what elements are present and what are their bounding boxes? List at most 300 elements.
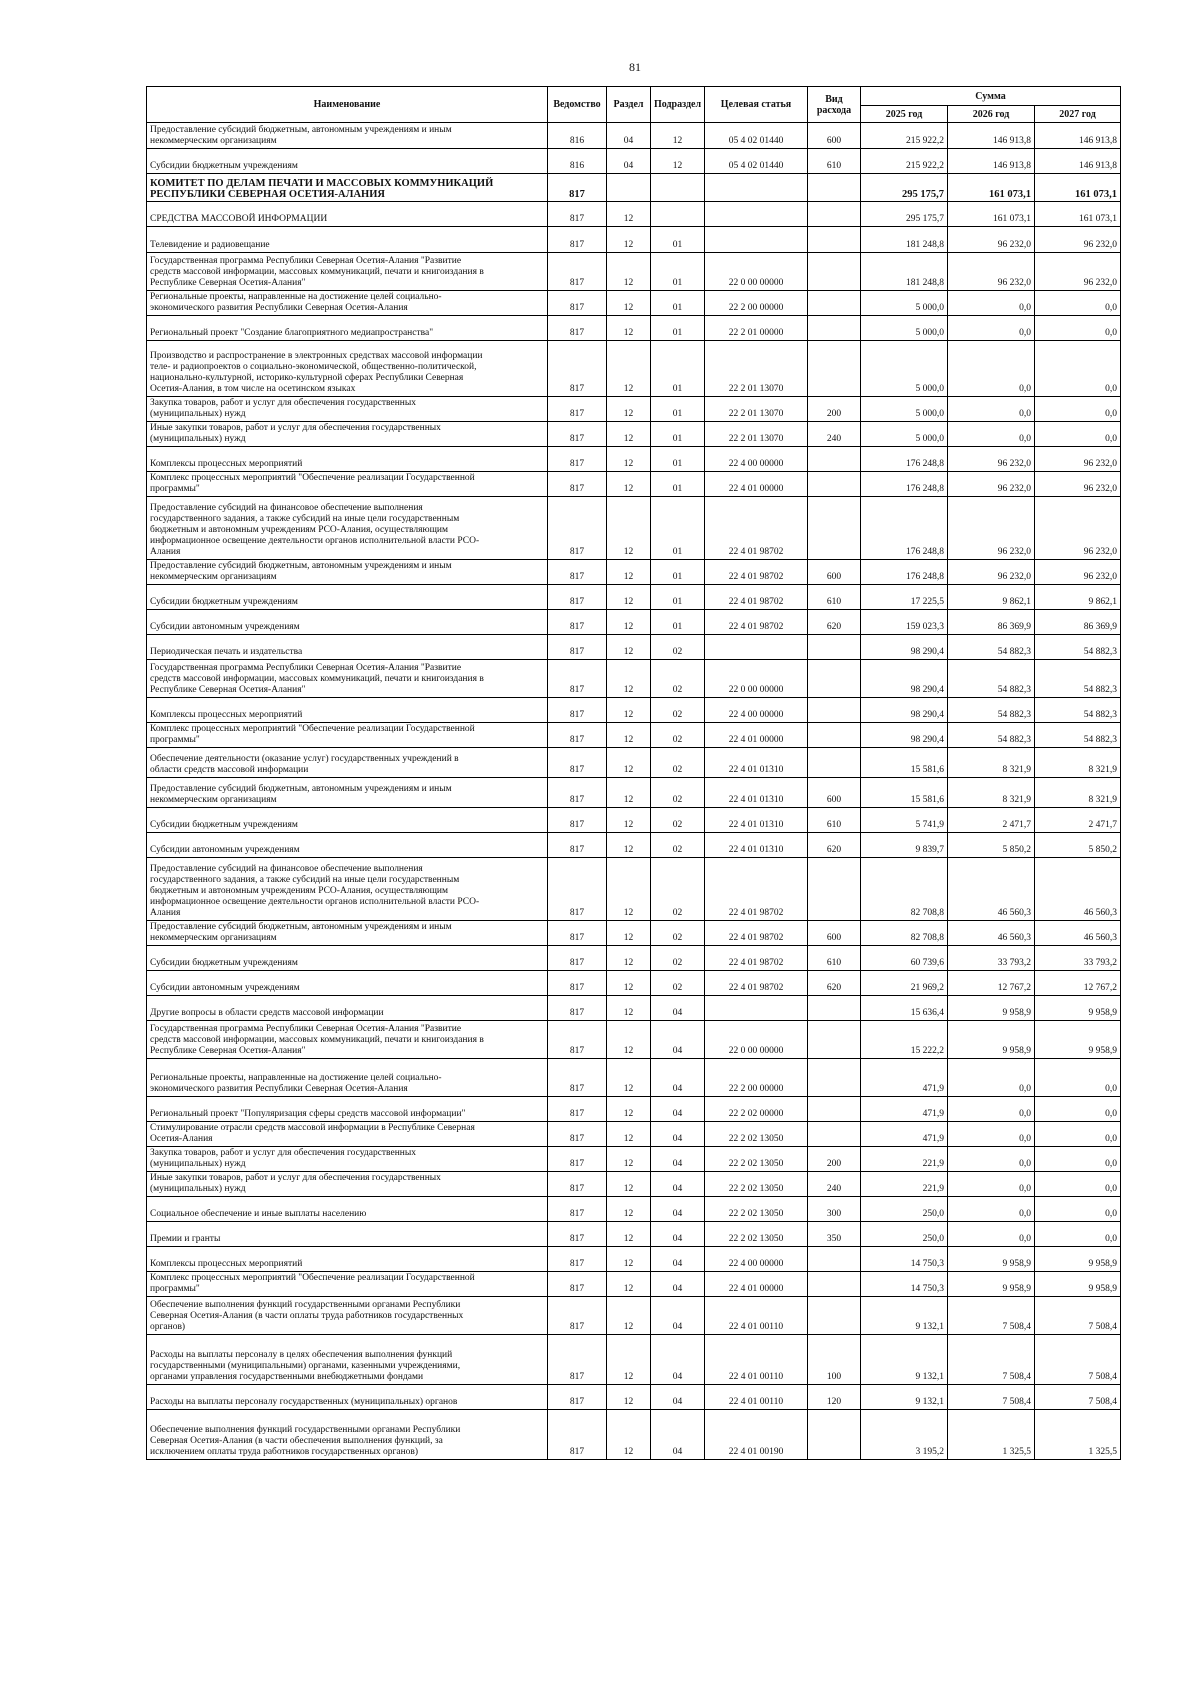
row-podrazdel: 01 bbox=[651, 397, 705, 422]
row-name: Обеспечение деятельности (оказание услуг) государственных учреждений в области средств массовой информации bbox=[147, 748, 548, 778]
table-row bbox=[147, 291, 1121, 316]
row-name: Комплексы процессных мероприятий bbox=[147, 698, 548, 723]
table-row bbox=[147, 1172, 1121, 1197]
row-name: Телевидение и радиовещание bbox=[147, 227, 548, 253]
row-expense-type bbox=[808, 1247, 861, 1272]
row-name: Субсидии бюджетным учреждениям bbox=[147, 585, 548, 610]
row-podrazdel: 04 bbox=[651, 1272, 705, 1297]
row-target-article bbox=[705, 202, 808, 227]
row-amount-2025: 250,0 bbox=[861, 1197, 948, 1222]
row-podrazdel: 04 bbox=[651, 1172, 705, 1197]
row-amount-2027: 8 321,9 bbox=[1035, 778, 1121, 808]
row-razdel: 12 bbox=[607, 291, 651, 316]
row-target-article: 22 2 00 00000 bbox=[705, 1059, 808, 1097]
row-name: Комплекс процессных мероприятий "Обеспечение реализации Государственной программы" bbox=[147, 472, 548, 497]
table-row bbox=[147, 1059, 1121, 1097]
row-razdel: 04 bbox=[607, 149, 651, 174]
row-amount-2026: 96 232,0 bbox=[948, 227, 1035, 253]
row-amount-2027: 96 232,0 bbox=[1035, 472, 1121, 497]
row-name: СРЕДСТВА МАССОВОЙ ИНФОРМАЦИИ bbox=[147, 202, 548, 227]
row-expense-type bbox=[808, 174, 861, 202]
row-expense-type: 240 bbox=[808, 422, 861, 447]
row-amount-2025: 176 248,8 bbox=[861, 560, 948, 585]
header-razdel: Раздел bbox=[607, 87, 651, 123]
row-name: Комплекс процессных мероприятий "Обеспечение реализации Государственной программы" bbox=[147, 723, 548, 748]
row-podrazdel: 04 bbox=[651, 996, 705, 1021]
table-row bbox=[147, 202, 1121, 227]
row-expense-type: 600 bbox=[808, 123, 861, 149]
row-amount-2027: 54 882,3 bbox=[1035, 660, 1121, 698]
row-expense-type bbox=[808, 472, 861, 497]
row-vedomstvo: 817 bbox=[548, 1059, 607, 1097]
row-name: Предоставление субсидий бюджетным, автономным учреждениям и иным некоммерческим организациям bbox=[147, 921, 548, 946]
row-razdel bbox=[607, 174, 651, 202]
row-name: Социальное обеспечение и иные выплаты населению bbox=[147, 1197, 548, 1222]
row-amount-2025: 176 248,8 bbox=[861, 497, 948, 560]
row-vedomstvo: 817 bbox=[548, 723, 607, 748]
row-amount-2026: 0,0 bbox=[948, 1097, 1035, 1122]
row-expense-type: 600 bbox=[808, 921, 861, 946]
row-target-article: 22 4 01 00000 bbox=[705, 723, 808, 748]
row-podrazdel: 04 bbox=[651, 1222, 705, 1247]
row-amount-2026: 33 793,2 bbox=[948, 946, 1035, 971]
row-razdel: 12 bbox=[607, 472, 651, 497]
row-name: Обеспечение выполнения функций государственными органами Республики Северная Осетия-Алания (в части оплаты труда работников государственных органов) bbox=[147, 1297, 548, 1335]
row-target-article: 22 2 02 00000 bbox=[705, 1097, 808, 1122]
row-expense-type: 610 bbox=[808, 808, 861, 833]
row-razdel: 12 bbox=[607, 778, 651, 808]
row-amount-2027: 161 073,1 bbox=[1035, 202, 1121, 227]
row-target-article: 22 4 01 01310 bbox=[705, 748, 808, 778]
row-amount-2027: 0,0 bbox=[1035, 1147, 1121, 1172]
row-target-article: 22 4 01 01310 bbox=[705, 808, 808, 833]
row-amount-2025: 98 290,4 bbox=[861, 635, 948, 660]
row-target-article: 22 0 00 00000 bbox=[705, 1021, 808, 1059]
row-amount-2026: 0,0 bbox=[948, 1197, 1035, 1222]
row-vedomstvo: 817 bbox=[548, 1147, 607, 1172]
table-row bbox=[147, 1335, 1121, 1385]
row-name: Государственная программа Республики Северная Осетия-Алания "Развитие средств массовой информации, массовых коммуникаций, печати и книгоиздания в Республике Северная Осетия-Алания" bbox=[147, 1021, 548, 1059]
row-razdel: 12 bbox=[607, 946, 651, 971]
row-amount-2027: 0,0 bbox=[1035, 341, 1121, 397]
row-name: Субсидии автономным учреждениям bbox=[147, 833, 548, 858]
row-amount-2027: 5 850,2 bbox=[1035, 833, 1121, 858]
header-year-2027: 2027 год bbox=[1035, 106, 1121, 123]
row-amount-2025: 5 000,0 bbox=[861, 397, 948, 422]
table-row bbox=[147, 808, 1121, 833]
row-amount-2026: 9 958,9 bbox=[948, 1272, 1035, 1297]
table-row bbox=[147, 123, 1121, 149]
row-amount-2026: 12 767,2 bbox=[948, 971, 1035, 996]
row-amount-2027: 96 232,0 bbox=[1035, 253, 1121, 291]
row-amount-2026: 9 958,9 bbox=[948, 996, 1035, 1021]
row-amount-2027: 9 958,9 bbox=[1035, 1247, 1121, 1272]
row-amount-2027: 46 560,3 bbox=[1035, 858, 1121, 921]
row-amount-2026: 9 958,9 bbox=[948, 1247, 1035, 1272]
row-amount-2025: 215 922,2 bbox=[861, 149, 948, 174]
row-target-article: 22 2 02 13050 bbox=[705, 1197, 808, 1222]
row-amount-2027: 146 913,8 bbox=[1035, 149, 1121, 174]
row-amount-2027: 96 232,0 bbox=[1035, 227, 1121, 253]
header-year-2025: 2025 год bbox=[861, 106, 948, 123]
row-target-article: 22 4 01 98702 bbox=[705, 560, 808, 585]
row-amount-2027: 12 767,2 bbox=[1035, 971, 1121, 996]
row-amount-2025: 9 132,1 bbox=[861, 1385, 948, 1410]
row-amount-2026: 7 508,4 bbox=[948, 1385, 1035, 1410]
row-razdel: 12 bbox=[607, 635, 651, 660]
row-expense-type bbox=[808, 253, 861, 291]
row-razdel: 12 bbox=[607, 1335, 651, 1385]
row-vedomstvo: 817 bbox=[548, 227, 607, 253]
row-expense-type bbox=[808, 1410, 861, 1460]
row-expense-type bbox=[808, 996, 861, 1021]
row-amount-2027: 0,0 bbox=[1035, 1059, 1121, 1097]
row-name: Государственная программа Республики Северная Осетия-Алания "Развитие средств массовой информации, массовых коммуникаций, печати и книгоиздания в Республике Северная Осетия-Алания" bbox=[147, 253, 548, 291]
row-name: Субсидии автономным учреждениям bbox=[147, 971, 548, 996]
row-podrazdel: 02 bbox=[651, 946, 705, 971]
row-amount-2026: 0,0 bbox=[948, 422, 1035, 447]
row-vedomstvo: 817 bbox=[548, 858, 607, 921]
row-name: Комплекс процессных мероприятий "Обеспечение реализации Государственной программы" bbox=[147, 1272, 548, 1297]
table-row bbox=[147, 316, 1121, 341]
row-expense-type bbox=[808, 723, 861, 748]
row-target-article: 05 4 02 01440 bbox=[705, 123, 808, 149]
row-amount-2025: 14 750,3 bbox=[861, 1247, 948, 1272]
row-podrazdel: 01 bbox=[651, 422, 705, 447]
row-amount-2027: 0,0 bbox=[1035, 1172, 1121, 1197]
row-amount-2026: 7 508,4 bbox=[948, 1297, 1035, 1335]
row-amount-2026: 96 232,0 bbox=[948, 472, 1035, 497]
row-vedomstvo: 817 bbox=[548, 341, 607, 397]
row-target-article: 22 4 01 98702 bbox=[705, 971, 808, 996]
table-row bbox=[147, 397, 1121, 422]
row-podrazdel: 04 bbox=[651, 1247, 705, 1272]
row-podrazdel: 12 bbox=[651, 123, 705, 149]
row-razdel: 12 bbox=[607, 1222, 651, 1247]
table-row bbox=[147, 422, 1121, 447]
row-amount-2026: 96 232,0 bbox=[948, 447, 1035, 472]
row-vedomstvo: 817 bbox=[548, 560, 607, 585]
row-amount-2027: 7 508,4 bbox=[1035, 1335, 1121, 1385]
row-vedomstvo: 817 bbox=[548, 1335, 607, 1385]
row-expense-type: 240 bbox=[808, 1172, 861, 1197]
row-amount-2025: 9 839,7 bbox=[861, 833, 948, 858]
row-vedomstvo: 817 bbox=[548, 472, 607, 497]
row-expense-type bbox=[808, 1097, 861, 1122]
row-vedomstvo: 817 bbox=[548, 1297, 607, 1335]
row-name: Комплексы процессных мероприятий bbox=[147, 447, 548, 472]
row-name: Закупка товаров, работ и услуг для обеспечения государственных (муниципальных) нужд bbox=[147, 1147, 548, 1172]
row-amount-2025: 60 739,6 bbox=[861, 946, 948, 971]
row-vedomstvo: 817 bbox=[548, 1410, 607, 1460]
row-amount-2027: 96 232,0 bbox=[1035, 447, 1121, 472]
row-name: Расходы на выплаты персоналу государственных (муниципальных) органов bbox=[147, 1385, 548, 1410]
row-vedomstvo: 817 bbox=[548, 1222, 607, 1247]
row-vedomstvo: 817 bbox=[548, 1097, 607, 1122]
row-amount-2026: 1 325,5 bbox=[948, 1410, 1035, 1460]
row-podrazdel: 02 bbox=[651, 778, 705, 808]
table-row bbox=[147, 946, 1121, 971]
row-vedomstvo: 817 bbox=[548, 778, 607, 808]
row-name: Субсидии бюджетным учреждениям bbox=[147, 946, 548, 971]
row-expense-type: 620 bbox=[808, 610, 861, 635]
row-podrazdel: 04 bbox=[651, 1410, 705, 1460]
row-amount-2026: 0,0 bbox=[948, 1122, 1035, 1147]
table-row bbox=[147, 971, 1121, 996]
row-podrazdel: 01 bbox=[651, 472, 705, 497]
row-expense-type: 610 bbox=[808, 585, 861, 610]
row-vedomstvo: 817 bbox=[548, 497, 607, 560]
row-amount-2025: 14 750,3 bbox=[861, 1272, 948, 1297]
row-target-article: 22 0 00 00000 bbox=[705, 660, 808, 698]
row-target-article: 22 2 02 13050 bbox=[705, 1172, 808, 1197]
row-expense-type bbox=[808, 227, 861, 253]
row-amount-2026: 54 882,3 bbox=[948, 698, 1035, 723]
row-amount-2027: 0,0 bbox=[1035, 397, 1121, 422]
row-expense-type bbox=[808, 660, 861, 698]
row-podrazdel: 04 bbox=[651, 1097, 705, 1122]
row-expense-type: 350 bbox=[808, 1222, 861, 1247]
row-expense-type: 200 bbox=[808, 397, 861, 422]
row-amount-2026: 146 913,8 bbox=[948, 123, 1035, 149]
row-vedomstvo: 817 bbox=[548, 921, 607, 946]
row-vedomstvo: 817 bbox=[548, 1172, 607, 1197]
row-amount-2026: 9 958,9 bbox=[948, 1021, 1035, 1059]
table-row bbox=[147, 585, 1121, 610]
row-target-article: 22 0 00 00000 bbox=[705, 253, 808, 291]
table-row bbox=[147, 341, 1121, 397]
row-razdel: 12 bbox=[607, 1197, 651, 1222]
row-amount-2025: 5 741,9 bbox=[861, 808, 948, 833]
row-amount-2025: 176 248,8 bbox=[861, 472, 948, 497]
table-row bbox=[147, 921, 1121, 946]
row-name: Субсидии автономным учреждениям bbox=[147, 610, 548, 635]
row-name: Субсидии бюджетным учреждениям bbox=[147, 149, 548, 174]
row-amount-2025: 295 175,7 bbox=[861, 202, 948, 227]
row-name: Региональный проект "Создание благоприятного медиапространства" bbox=[147, 316, 548, 341]
row-podrazdel bbox=[651, 174, 705, 202]
row-name: Комплексы процессных мероприятий bbox=[147, 1247, 548, 1272]
row-vedomstvo: 817 bbox=[548, 698, 607, 723]
row-vedomstvo: 817 bbox=[548, 1272, 607, 1297]
row-expense-type bbox=[808, 341, 861, 397]
row-razdel: 12 bbox=[607, 227, 651, 253]
row-name: Иные закупки товаров, работ и услуг для обеспечения государственных (муниципальных) нужд bbox=[147, 422, 548, 447]
row-target-article: 22 4 01 00000 bbox=[705, 1272, 808, 1297]
page-number: 81 bbox=[629, 60, 641, 74]
row-vedomstvo: 817 bbox=[548, 1021, 607, 1059]
row-target-article: 05 4 02 01440 bbox=[705, 149, 808, 174]
row-amount-2025: 15 581,6 bbox=[861, 748, 948, 778]
row-amount-2025: 9 132,1 bbox=[861, 1335, 948, 1385]
row-amount-2027: 0,0 bbox=[1035, 1097, 1121, 1122]
row-name: Региональный проект "Популяризация сферы средств массовой информации" bbox=[147, 1097, 548, 1122]
row-target-article bbox=[705, 174, 808, 202]
row-name: Региональные проекты, направленные на достижение целей социально- экономического развития Республики Северная Осетия-Алания bbox=[147, 1059, 548, 1097]
row-amount-2025: 471,9 bbox=[861, 1097, 948, 1122]
row-amount-2026: 8 321,9 bbox=[948, 778, 1035, 808]
row-name: Производство и распространение в электронных средствах массовой информации теле- и радиопроектов о социально-экономической, общественно-политической, национально-культурной, историко-культурной сферах Республики Северная Осетия-Алания, в том числе на осетинском языках bbox=[147, 341, 548, 397]
row-vedomstvo: 817 bbox=[548, 748, 607, 778]
table-row bbox=[147, 660, 1121, 698]
row-target-article: 22 4 01 01310 bbox=[705, 833, 808, 858]
row-razdel: 12 bbox=[607, 1297, 651, 1335]
row-amount-2025: 221,9 bbox=[861, 1172, 948, 1197]
row-name: Предоставление субсидий бюджетным, автономным учреждениям и иным некоммерческим организациям bbox=[147, 560, 548, 585]
row-podrazdel: 02 bbox=[651, 808, 705, 833]
row-razdel: 12 bbox=[607, 341, 651, 397]
row-amount-2026: 5 850,2 bbox=[948, 833, 1035, 858]
row-vedomstvo: 817 bbox=[548, 422, 607, 447]
table-row bbox=[147, 778, 1121, 808]
row-name: Другие вопросы в области средств массовой информации bbox=[147, 996, 548, 1021]
row-name: КОМИТЕТ ПО ДЕЛАМ ПЕЧАТИ И МАССОВЫХ КОММУНИКАЦИЙ РЕСПУБЛИКИ СЕВЕРНАЯ ОСЕТИЯ-АЛАНИЯ bbox=[147, 174, 548, 202]
row-expense-type bbox=[808, 748, 861, 778]
row-razdel: 12 bbox=[607, 833, 651, 858]
row-amount-2025: 5 000,0 bbox=[861, 422, 948, 447]
row-podrazdel: 04 bbox=[651, 1059, 705, 1097]
row-amount-2027: 0,0 bbox=[1035, 1197, 1121, 1222]
row-podrazdel: 02 bbox=[651, 748, 705, 778]
row-amount-2027: 96 232,0 bbox=[1035, 560, 1121, 585]
row-podrazdel: 01 bbox=[651, 316, 705, 341]
header-sum: Сумма bbox=[861, 87, 1121, 106]
row-razdel: 12 bbox=[607, 1097, 651, 1122]
row-vedomstvo: 816 bbox=[548, 149, 607, 174]
row-podrazdel: 12 bbox=[651, 149, 705, 174]
row-vedomstvo: 817 bbox=[548, 946, 607, 971]
table-row bbox=[147, 497, 1121, 560]
row-expense-type: 620 bbox=[808, 971, 861, 996]
row-vedomstvo: 817 bbox=[548, 1385, 607, 1410]
row-amount-2026: 96 232,0 bbox=[948, 560, 1035, 585]
row-vedomstvo: 817 bbox=[548, 174, 607, 202]
row-name: Предоставление субсидий на финансовое обеспечение выполнения государственного задания, а также субсидий на иные цели государственным бюджетным и автономным учреждениям РСО-Алания, осуществляющим информационное освещение деятельности органов исполнительной власти РСО- Алания bbox=[147, 858, 548, 921]
row-amount-2025: 15 222,2 bbox=[861, 1021, 948, 1059]
row-amount-2027: 0,0 bbox=[1035, 1122, 1121, 1147]
row-expense-type bbox=[808, 497, 861, 560]
row-amount-2025: 9 132,1 bbox=[861, 1297, 948, 1335]
row-name: Субсидии бюджетным учреждениям bbox=[147, 808, 548, 833]
table-header bbox=[147, 87, 1121, 123]
row-target-article: 22 4 00 00000 bbox=[705, 447, 808, 472]
row-name: Стимулирование отрасли средств массовой информации в Республике Северная Осетия-Алания bbox=[147, 1122, 548, 1147]
table-row bbox=[147, 1247, 1121, 1272]
row-podrazdel: 02 bbox=[651, 723, 705, 748]
row-razdel: 04 bbox=[607, 123, 651, 149]
row-amount-2027: 54 882,3 bbox=[1035, 635, 1121, 660]
row-name: Закупка товаров, работ и услуг для обеспечения государственных (муниципальных) нужд bbox=[147, 397, 548, 422]
row-amount-2026: 161 073,1 bbox=[948, 202, 1035, 227]
row-amount-2025: 98 290,4 bbox=[861, 723, 948, 748]
row-amount-2027: 0,0 bbox=[1035, 422, 1121, 447]
row-target-article: 22 4 01 98702 bbox=[705, 585, 808, 610]
row-amount-2027: 1 325,5 bbox=[1035, 1410, 1121, 1460]
row-name: Обеспечение выполнения функций государственными органами Республики Северная Осетия-Алания (в части обеспечения выполнения функций, за исключением оплаты труда работников государственных органов) bbox=[147, 1410, 548, 1460]
row-expense-type: 300 bbox=[808, 1197, 861, 1222]
row-razdel: 12 bbox=[607, 316, 651, 341]
row-expense-type: 100 bbox=[808, 1335, 861, 1385]
row-vedomstvo: 817 bbox=[548, 447, 607, 472]
table-row bbox=[147, 635, 1121, 660]
row-vedomstvo: 817 bbox=[548, 316, 607, 341]
row-target-article: 22 4 01 00110 bbox=[705, 1385, 808, 1410]
row-vedomstvo: 817 bbox=[548, 660, 607, 698]
row-podrazdel: 04 bbox=[651, 1197, 705, 1222]
row-podrazdel: 02 bbox=[651, 833, 705, 858]
row-podrazdel: 04 bbox=[651, 1147, 705, 1172]
row-podrazdel: 02 bbox=[651, 858, 705, 921]
row-podrazdel: 01 bbox=[651, 253, 705, 291]
row-amount-2026: 46 560,3 bbox=[948, 858, 1035, 921]
header-expense-type: Вид расхода bbox=[808, 87, 861, 123]
row-amount-2026: 54 882,3 bbox=[948, 660, 1035, 698]
table-row bbox=[147, 472, 1121, 497]
row-expense-type: 600 bbox=[808, 560, 861, 585]
row-target-article: 22 4 01 98702 bbox=[705, 497, 808, 560]
row-amount-2025: 15 581,6 bbox=[861, 778, 948, 808]
header-year-2026: 2026 год bbox=[948, 106, 1035, 123]
row-amount-2025: 181 248,8 bbox=[861, 227, 948, 253]
row-amount-2025: 159 023,3 bbox=[861, 610, 948, 635]
row-amount-2025: 82 708,8 bbox=[861, 858, 948, 921]
row-amount-2026: 0,0 bbox=[948, 1172, 1035, 1197]
row-podrazdel: 01 bbox=[651, 227, 705, 253]
row-name: Предоставление субсидий на финансовое обеспечение выполнения государственного задания, а также субсидий на иные цели государственным бюджетным и автономным учреждениям РСО-Алания, осуществляющим информационное освещение деятельности органов исполнительной власти РСО- Алания bbox=[147, 497, 548, 560]
row-amount-2027: 0,0 bbox=[1035, 316, 1121, 341]
row-amount-2027: 54 882,3 bbox=[1035, 698, 1121, 723]
row-name: Расходы на выплаты персоналу в целях обеспечения выполнения функций государственными (муниципальными) органами, казенными учреждениями, органами управления государственными внебюджетными фондами bbox=[147, 1335, 548, 1385]
row-amount-2027: 0,0 bbox=[1035, 291, 1121, 316]
table-row bbox=[147, 698, 1121, 723]
row-amount-2026: 7 508,4 bbox=[948, 1335, 1035, 1385]
row-razdel: 12 bbox=[607, 1247, 651, 1272]
row-razdel: 12 bbox=[607, 610, 651, 635]
row-razdel: 12 bbox=[607, 397, 651, 422]
row-amount-2027: 7 508,4 bbox=[1035, 1385, 1121, 1410]
row-amount-2027: 33 793,2 bbox=[1035, 946, 1121, 971]
row-podrazdel bbox=[651, 202, 705, 227]
table-row bbox=[147, 1272, 1121, 1297]
row-podrazdel: 02 bbox=[651, 660, 705, 698]
row-razdel: 12 bbox=[607, 996, 651, 1021]
row-podrazdel: 04 bbox=[651, 1021, 705, 1059]
row-name: Предоставление субсидий бюджетным, автономным учреждениям и иным некоммерческим организациям bbox=[147, 778, 548, 808]
row-amount-2027: 9 958,9 bbox=[1035, 1021, 1121, 1059]
row-amount-2026: 8 321,9 bbox=[948, 748, 1035, 778]
row-amount-2025: 5 000,0 bbox=[861, 316, 948, 341]
row-razdel: 12 bbox=[607, 585, 651, 610]
row-amount-2026: 46 560,3 bbox=[948, 921, 1035, 946]
row-razdel: 12 bbox=[607, 858, 651, 921]
row-razdel: 12 bbox=[607, 698, 651, 723]
row-amount-2025: 17 225,5 bbox=[861, 585, 948, 610]
row-podrazdel: 01 bbox=[651, 341, 705, 397]
row-vedomstvo: 817 bbox=[548, 808, 607, 833]
row-amount-2027: 2 471,7 bbox=[1035, 808, 1121, 833]
table-row bbox=[147, 833, 1121, 858]
table-row bbox=[147, 1021, 1121, 1059]
row-expense-type bbox=[808, 1297, 861, 1335]
row-name: Премии и гранты bbox=[147, 1222, 548, 1247]
row-expense-type bbox=[808, 447, 861, 472]
row-target-article: 22 4 01 98702 bbox=[705, 946, 808, 971]
row-podrazdel: 01 bbox=[651, 497, 705, 560]
row-amount-2026: 0,0 bbox=[948, 397, 1035, 422]
row-podrazdel: 01 bbox=[651, 447, 705, 472]
row-target-article: 22 2 02 13050 bbox=[705, 1222, 808, 1247]
row-razdel: 12 bbox=[607, 1172, 651, 1197]
